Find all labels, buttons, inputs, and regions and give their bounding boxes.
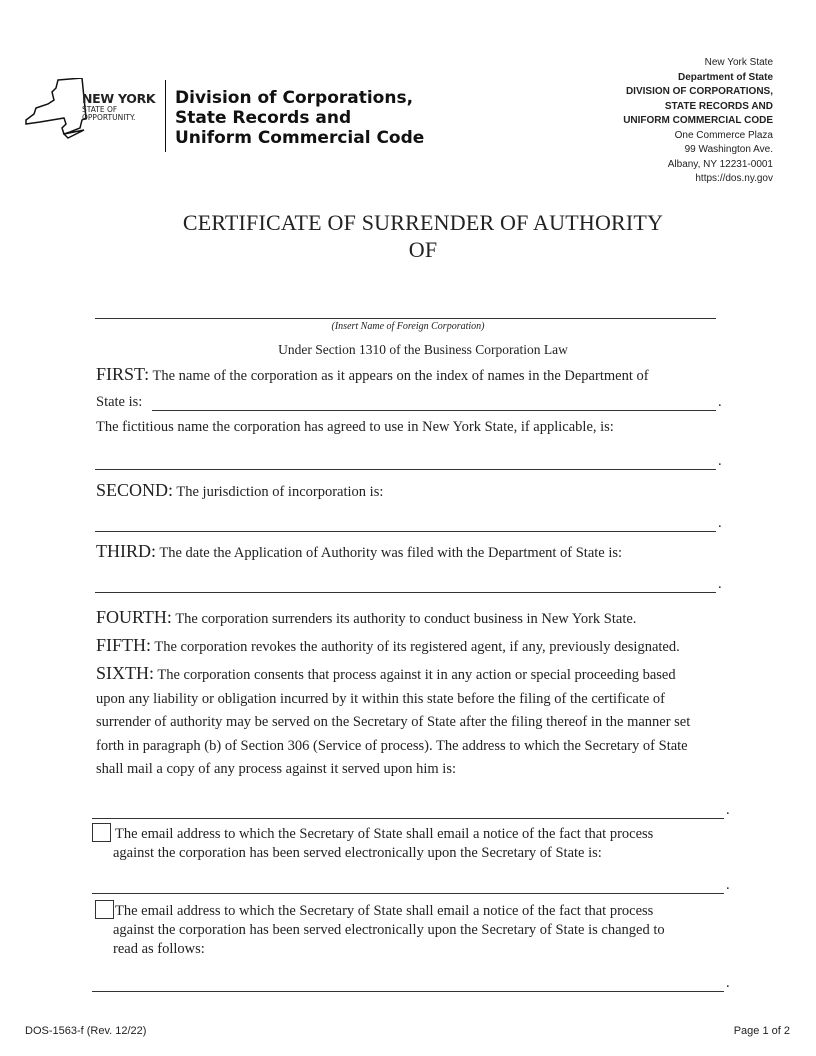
process-address-field[interactable]: [92, 818, 724, 819]
corporation-index-name-field[interactable]: [152, 410, 716, 411]
email-change-statement: The email address to which the Secretary of State shall email a notice of the fact that process against the corporation has been served electronically upon the Secretary of State is changed to read as follows:: [113, 903, 665, 957]
page-title-of: OF: [408, 237, 438, 262]
logo-divider: [165, 80, 166, 152]
fourth-section: FOURTH: The corporation surrenders its authority to conduct business in New York State.: [96, 607, 637, 627]
ny-state-outline-icon: [24, 78, 88, 140]
sixth-section: SIXTH: The corporation consents that process against it in any action or special proceeding based upon any liability or obligation incurred by it within this state before the filing of the certificate of surrender of authority may be served on the Secretary of State after the filing thereof in the manner set forth in paragraph (b) of Section 306 (Service of process). The address to which the Secretary of State shall mail a copy of any process against it served upon him is:: [96, 663, 691, 777]
form-id: DOS-1563-f (Rev. 12/22): [25, 1025, 147, 1037]
second-section: SECOND: The jurisdiction of incorporation is:: [96, 480, 384, 500]
first-section: FIRST: The name of the corporation as it appears on the index of names in the Department of: [96, 364, 649, 384]
email-address-field[interactable]: [92, 893, 724, 894]
email-change-checkbox[interactable]: [95, 900, 114, 919]
jurisdiction-field[interactable]: [95, 531, 716, 532]
email-checkbox[interactable]: [92, 823, 111, 842]
fictitious-name-field[interactable]: [95, 469, 716, 470]
fifth-section: FIFTH: The corporation revokes the authority of its registered agent, if any, previously designated.: [96, 635, 680, 655]
header-address: New York State Department of State DIVISION OF CORPORATIONS, STATE RECORDS AND UNIFORM COMMERCIAL CODE One Commerce Plaza 99 Washington Ave. Albany, NY 12231-0001 https://dos.ny.gov: [623, 57, 773, 184]
new-email-address-field[interactable]: [92, 991, 724, 992]
email-statement: The email address to which the Secretary of State shall email a notice of the fact that process against the corporation has been served electronically upon the Secretary of State is:: [113, 826, 654, 861]
document-page: NEW YORK STATE OF OPPORTUNITY. Division of Corporations, State Records and Uniform Commercial Code New York State Department of State DIVISION OF CORPORATIONS, STATE RECORDS AND UNIFORM COMMERCIAL CODE One Commerce Plaza 99 Washington Ave. Albany, NY 12231-0001 https://dos.ny.gov CERTIFICATE OF SURRENDER OF AUTHORITY OF (Insert Name of Foreign Corporation) Under Section 1310 of the Business Corporation Law FIRST: The name of the corporation as it appears on the index of names in the Department of State is: . The fictitious name the corporation has agreed to use in New York State, if applicable, is: . SECOND: The jurisdiction of incorporation is: . THIRD: The date the Application of Authority was filed with the Department of State is: . FOURTH: The corporation surrenders its authority to conduct business in New York State. FIFTH: The corporation revokes the authority of its registered agent, if any, previously designated. SIXTH: The corporation consents that process against it in any action or special proceeding based upon any liability or obligation incurred by it within this state before the filing of the certificate of surrender of authority may be served on the Secretary of State after the filing thereof in the manner set forth in paragraph (b) of Section 306 (Service of process). The address to which the Secretary of State shall mail a copy of any process against it served upon him is: . The email address to which the Secretary of State shall email a notice of the fact that process against the corporation has been served electronically upon the Secretary of State is: . The email address to which the Secretary of State shall email a notice of the fact that process against the corporation has been served electronically upon the Secretary of State is changed to read as follows: . DOS-1563-f (Rev. 12/22) Page 1 of 2: [0, 0, 816, 1056]
page-title: CERTIFICATE OF SURRENDER OF AUTHORITY: [182, 210, 664, 235]
application-date-field[interactable]: [95, 592, 716, 593]
page-number: Page 1 of 2: [733, 1025, 790, 1037]
third-section: THIRD: The date the Application of Authority was filed with the Department of State is:: [96, 541, 623, 561]
corporation-name-field[interactable]: [95, 318, 716, 319]
